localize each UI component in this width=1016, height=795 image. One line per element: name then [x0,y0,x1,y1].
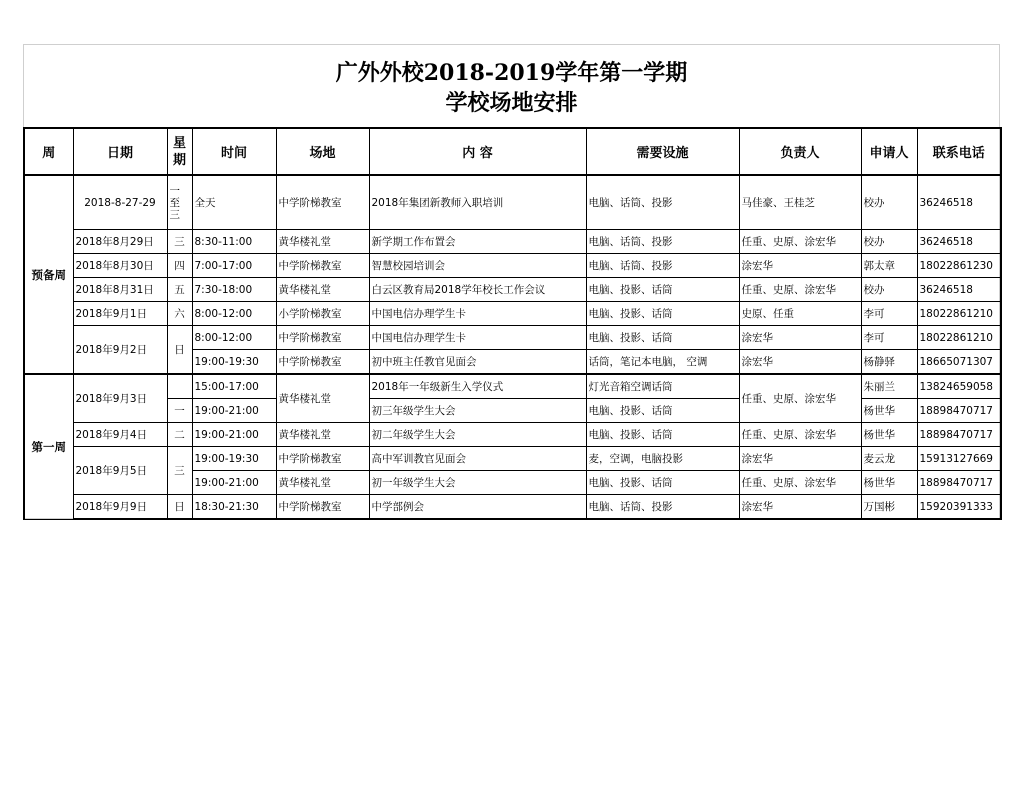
cell-phone: 13824659058 [917,374,1001,399]
cell-applicant: 杨世华 [861,471,917,495]
cell-applicant: 杨世华 [861,399,917,423]
cell-content: 2018年集团新教师入职培训 [369,175,586,230]
cell-content: 初二年级学生大会 [369,423,586,447]
cell-applicant: 杨世华 [861,423,917,447]
header-date: 日期 [73,128,167,175]
cell-applicant: 郭太章 [861,254,917,278]
cell-applicant: 万国彬 [861,495,917,520]
cell-phone: 36246518 [917,175,1001,230]
table-row [24,423,1001,447]
week-group-prep: 预备周 [24,175,73,374]
cell-equipment: 电脑、投影、话筒 [586,302,739,326]
weekday-line: 至 [169,196,180,209]
cell-content: 中国电信办理学生卡 [369,326,586,350]
cell-content: 初一年级学生大会 [369,471,586,495]
cell-phone: 18022861230 [917,254,1001,278]
weekday-line: 一 [169,184,180,197]
cell-content: 白云区教育局2018学年校长工作会议 [369,278,586,302]
cell-applicant: 校办 [861,230,917,254]
cell-date: 2018-8-27-29 [73,175,167,230]
cell-venue: 黄华楼礼堂 [276,423,369,447]
cell-phone: 18898470717 [917,423,1001,447]
week-group-first: 第一周 [24,374,73,519]
cell-date: 2018年9月3日 [73,374,167,423]
cell-venue: 黄华楼礼堂 [276,278,369,302]
cell-person: 涂宏华 [739,254,861,278]
cell-content: 中国电信办理学生卡 [369,302,586,326]
cell-equipment: 电脑、投影、话筒 [586,471,739,495]
cell-venue: 中学阶梯教室 [276,254,369,278]
header-person: 负责人 [739,128,861,175]
cell-time: 19:00-19:30 [192,350,276,375]
cell-equipment: 电脑、话筒、投影 [586,230,739,254]
cell-equipment: 电脑、投影、话筒 [586,399,739,423]
cell-person: 涂宏华 [739,447,861,471]
cell-weekday: 四 [167,254,192,278]
table-row [24,374,1001,399]
header-content: 内 容 [369,128,586,175]
cell-person: 涂宏华 [739,326,861,350]
document-title [23,58,1000,118]
cell-person: 马佳豪、王桂芝 [739,175,861,230]
cell-equipment: 电脑、投影、话筒 [586,423,739,447]
cell-phone: 18898470717 [917,471,1001,495]
cell-phone: 18665071307 [917,350,1001,375]
header-applicant: 申请人 [861,128,917,175]
cell-equipment: 电脑、投影、话筒 [586,326,739,350]
cell-date: 2018年9月5日 [73,447,167,495]
cell-person: 史原、任重 [739,302,861,326]
cell-content: 2018年一年级新生入学仪式 [369,374,586,399]
cell-person: 任重、史原、涂宏华 [739,278,861,302]
cell-venue: 小学阶梯教室 [276,302,369,326]
cell-venue: 中学阶梯教室 [276,350,369,375]
header-weekday-2: 期 [172,152,186,168]
schedule-table [23,127,1002,520]
header-venue: 场地 [276,128,369,175]
table-row [24,302,1001,326]
cell-equipment: 电脑、话筒、投影 [586,175,739,230]
header-equipment: 需要设施 [586,128,739,175]
cell-time: 19:00-21:00 [192,471,276,495]
cell-phone: 15913127669 [917,447,1001,471]
cell-weekday: 三 [167,230,192,254]
cell-phone: 36246518 [917,278,1001,302]
header-weekday-1: 星 [172,135,186,151]
cell-content: 初中班主任教官见面会 [369,350,586,375]
cell-venue: 中学阶梯教室 [276,175,369,230]
cell-person: 涂宏华 [739,495,861,520]
cell-applicant: 李可 [861,302,917,326]
cell-person: 任重、史原、涂宏华 [739,423,861,447]
cell-venue: 黄华楼礼堂 [276,471,369,495]
header-row [24,128,1001,175]
cell-weekday: 日 [167,326,192,375]
cell-time: 19:00-21:00 [192,423,276,447]
cell-applicant: 校办 [861,278,917,302]
title-line-2: 学校场地安排 [445,90,578,116]
table-row [24,495,1001,520]
cell-phone: 18022861210 [917,326,1001,350]
cell-weekday [167,374,192,399]
cell-person: 任重、史原、涂宏华 [739,230,861,254]
cell-venue: 黄华楼礼堂 [276,230,369,254]
cell-weekday: 日 [167,495,192,520]
cell-phone: 36246518 [917,230,1001,254]
table-row [24,326,1001,350]
table-row [24,447,1001,471]
table-row [24,230,1001,254]
cell-date: 2018年8月29日 [73,230,167,254]
cell-venue: 中学阶梯教室 [276,447,369,471]
cell-equipment: 电脑、话筒、投影 [586,495,739,520]
cell-content: 高中军训教官见面会 [369,447,586,471]
cell-time: 15:00-17:00 [192,374,276,399]
cell-equipment: 麦，空调，电脑投影 [586,447,739,471]
cell-content: 初三年级学生大会 [369,399,586,423]
cell-date: 2018年9月9日 [73,495,167,520]
table-row [24,278,1001,302]
cell-date: 2018年8月31日 [73,278,167,302]
cell-phone: 18022861210 [917,302,1001,326]
table-row [24,175,1001,230]
cell-time: 7:00-17:00 [192,254,276,278]
header-phone: 联系电话 [917,128,1001,175]
cell-venue: 黄华楼礼堂 [276,374,369,423]
cell-applicant: 李可 [861,326,917,350]
cell-date: 2018年9月2日 [73,326,167,375]
cell-weekday: 五 [167,278,192,302]
cell-venue: 中学阶梯教室 [276,326,369,350]
cell-time: 8:30-11:00 [192,230,276,254]
title-line-1: 广外外校2018-2019学年第一学期 [335,60,688,86]
cell-person: 任重、史原、涂宏华 [739,374,861,423]
cell-person: 涂宏华 [739,350,861,375]
cell-equipment: 电脑、投影、话筒 [586,278,739,302]
cell-weekday: 六 [167,302,192,326]
cell-time: 全天 [192,175,276,230]
cell-equipment: 灯光音箱空调话筒 [586,374,739,399]
cell-person: 任重、史原、涂宏华 [739,471,861,495]
cell-equipment: 话筒，笔记本电脑， 空调 [586,350,739,375]
cell-date: 2018年9月4日 [73,423,167,447]
cell-content: 新学期工作布置会 [369,230,586,254]
cell-date: 2018年9月1日 [73,302,167,326]
cell-time: 19:00-19:30 [192,447,276,471]
cell-applicant: 朱丽兰 [861,374,917,399]
cell-time: 19:00-21:00 [192,399,276,423]
header-week: 周 [24,128,73,175]
cell-content: 智慧校园培训会 [369,254,586,278]
cell-date: 2018年8月30日 [73,254,167,278]
cell-phone: 18898470717 [917,399,1001,423]
cell-phone: 15920391333 [917,495,1001,520]
header-time: 时间 [192,128,276,175]
cell-applicant: 校办 [861,175,917,230]
cell-time: 8:00-12:00 [192,302,276,326]
cell-time: 7:30-18:00 [192,278,276,302]
cell-weekday: 二 [167,423,192,447]
table-row [24,254,1001,278]
cell-equipment: 电脑、话筒、投影 [586,254,739,278]
weekday-line: 三 [169,208,180,221]
cell-applicant: 杨静驿 [861,350,917,375]
cell-weekday: 三 [167,447,192,495]
cell-weekday: 一 [167,399,192,423]
cell-time: 8:00-12:00 [192,326,276,350]
cell-content: 中学部例会 [369,495,586,520]
cell-applicant: 麦云龙 [861,447,917,471]
cell-venue: 中学阶梯教室 [276,495,369,520]
cell-time: 18:30-21:30 [192,495,276,520]
cell-weekday [167,175,192,230]
header-weekday [167,128,192,175]
